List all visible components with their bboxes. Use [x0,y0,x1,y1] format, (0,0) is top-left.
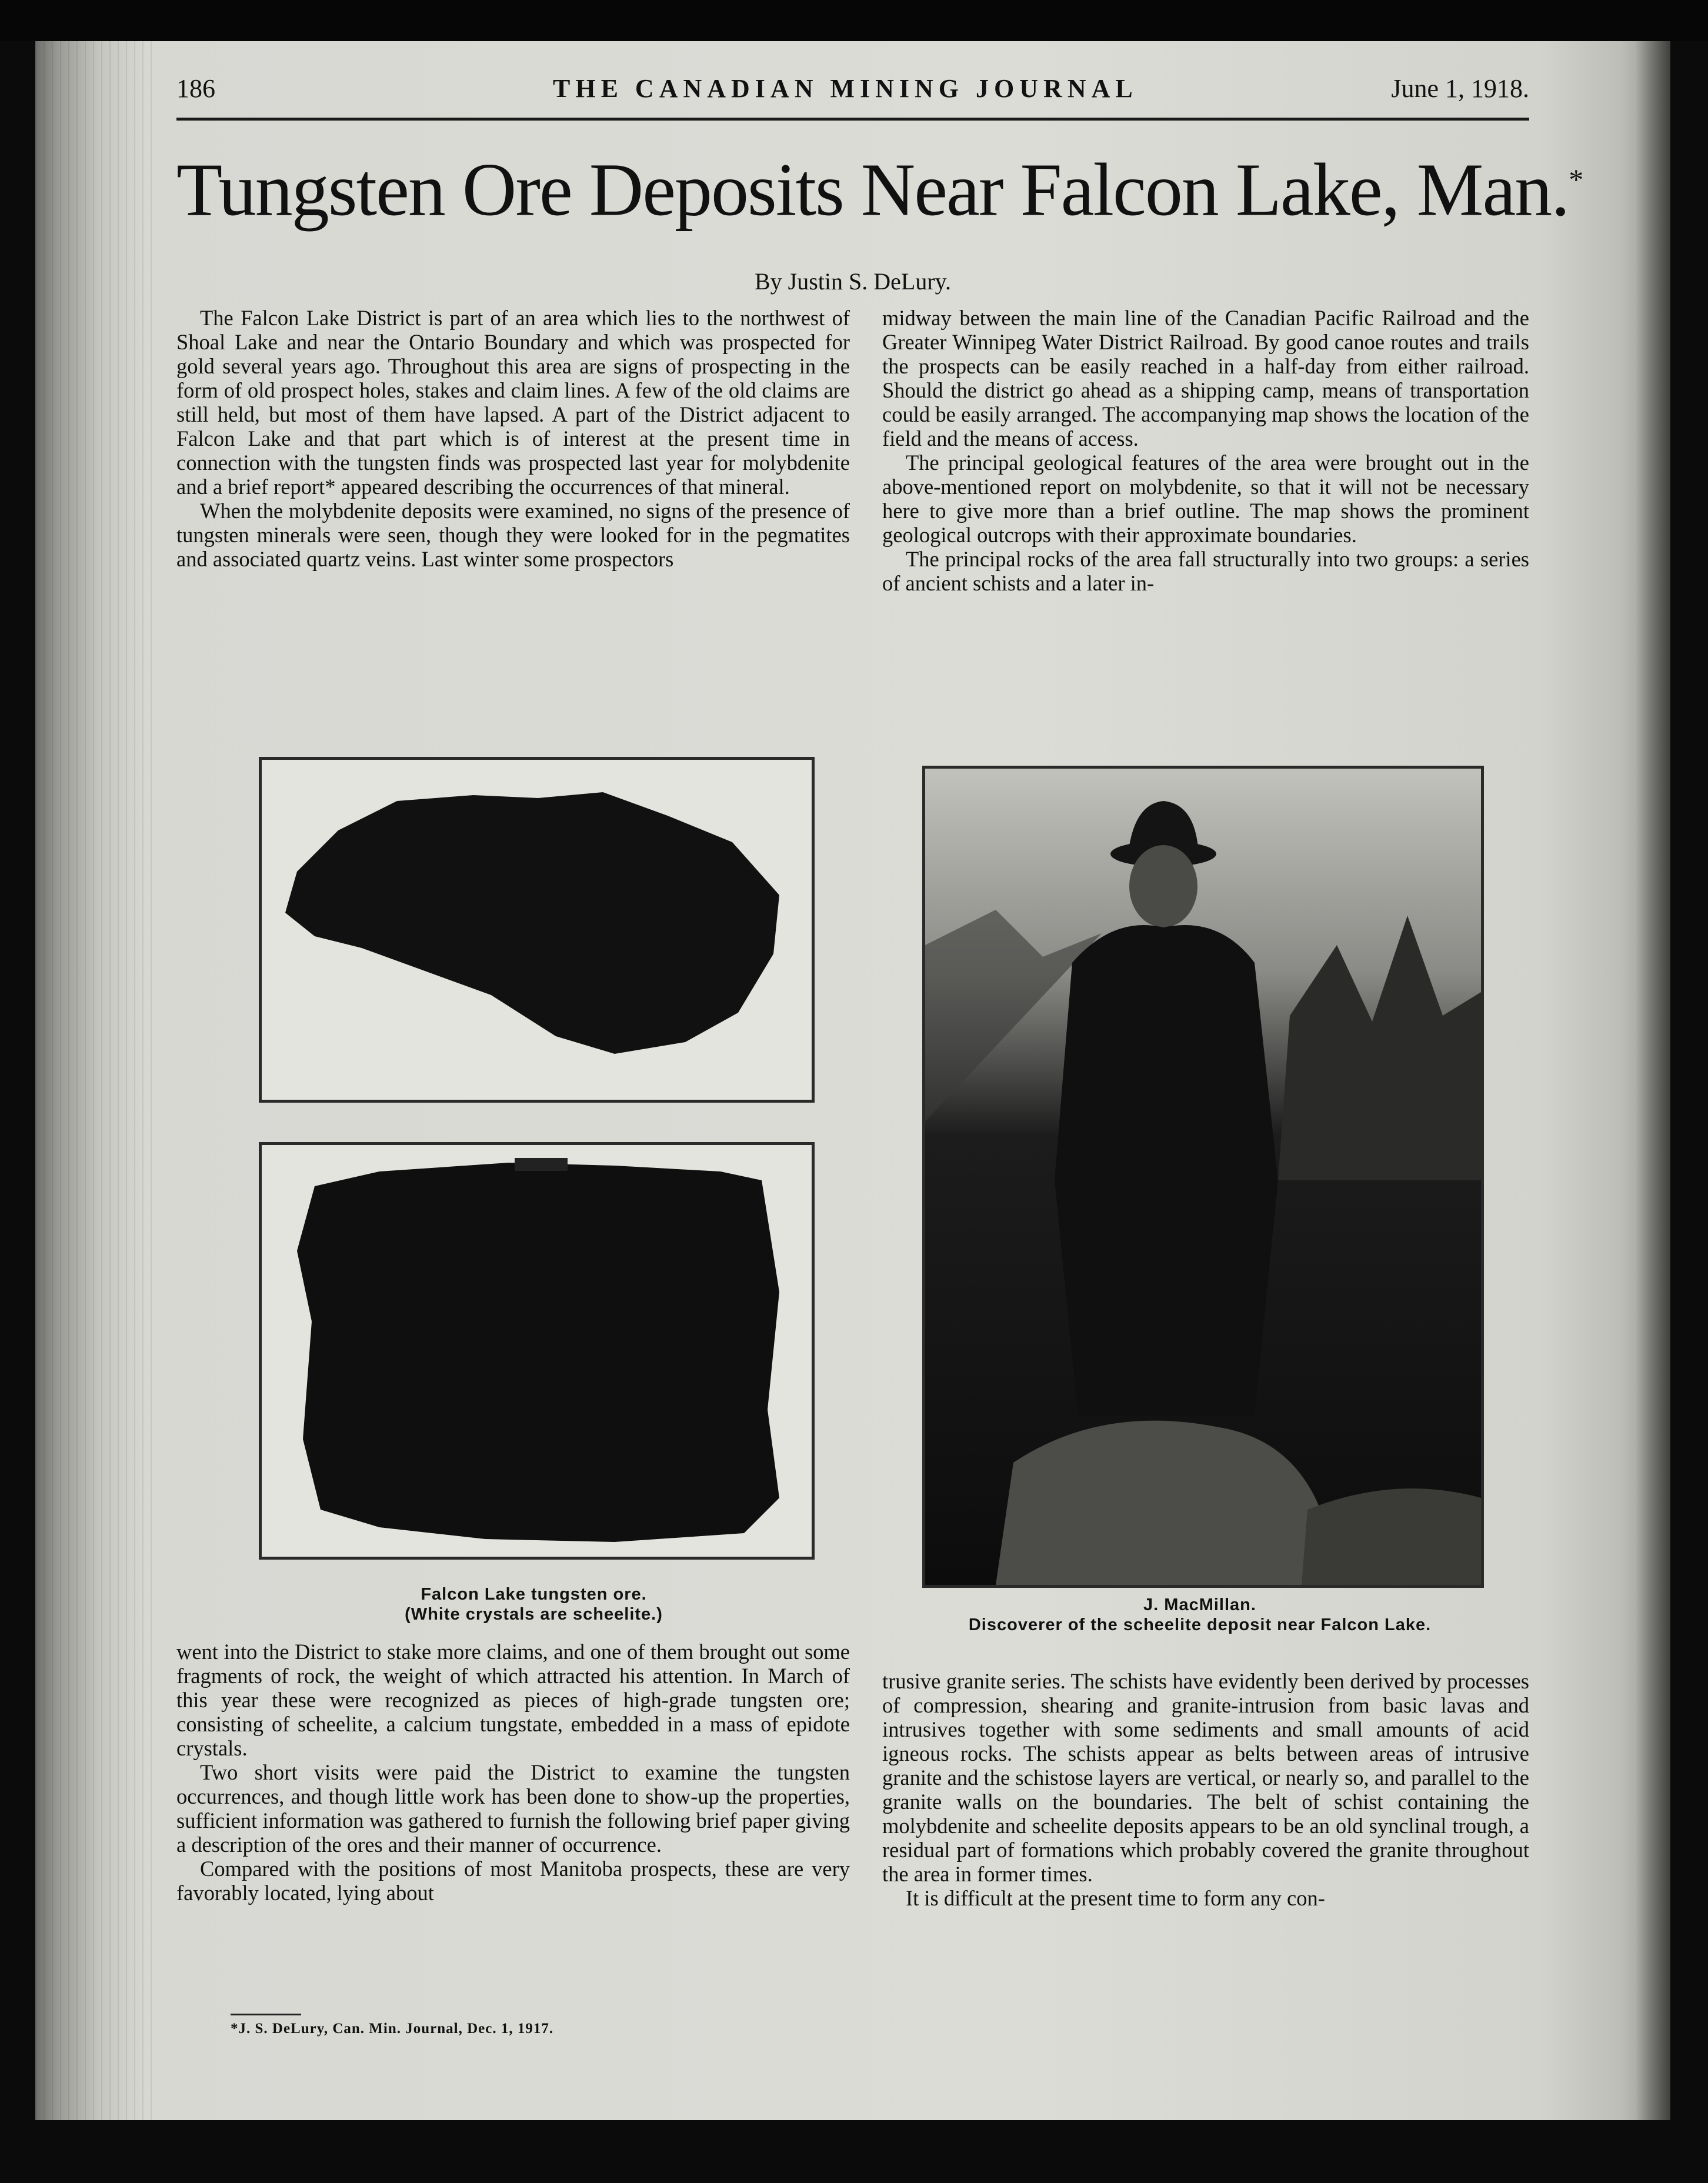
portrait-photo [922,766,1484,1588]
ore-caption-line-1: Falcon Lake tungsten ore. [421,1585,647,1604]
portrait-image [925,769,1481,1585]
left-column-top [176,306,850,571]
issue-date: June 1, 1918. [1391,74,1529,103]
paragraph: The principal rocks of the area fall structurally into two groups: a series of ancient schists and a later in- [882,547,1529,595]
ore-specimen-2 [262,1145,812,1557]
paragraph: Two short visits were paid the District to examine the tungsten occurrences, and though little work has been done to show-up the properties, sufficient information was gathered to furnish the following brief paper giving a description of the ores and their manner of occurrence. [176,1760,850,1857]
portrait-caption-line-2: Discoverer of the scheelite deposit near Falcon Lake. [968,1615,1432,1634]
paragraph: Compared with the positions of most Manitoba prospects, these are very favorably located, lying about [176,1857,850,1905]
footnote-rule [231,2014,301,2015]
paragraph: midway between the main line of the Canadian Pacific Railroad and the Greater Winnipeg Water District Railroad. By good canoe routes and trails the prospects can be easily reached in a half-day from either railroad. Should the district go ahead as a shipping camp, means of transportation could be easily arranged. The accompanying map shows the location of the field and the means of access. [882,306,1529,450]
scan-border-top [0,0,1708,41]
ore-photo-2 [259,1142,815,1560]
binding-gutter [35,41,153,2120]
right-column-bottom [882,1669,1529,1910]
byline: By Justin S. DeLury. [754,268,952,295]
paragraph: The Falcon Lake District is part of an area which lies to the northwest of Shoal Lake and near the Ontario Boundary and which was prospected for gold several years ago. Throughout this area are signs of prospecting in the form of old prospect holes, stakes and claim lines. A few of the old claims are still held, but most of them have lapsed. A part of the District adjacent to Falcon Lake and that part which is of interest at the present time in connection with the tungsten finds was prospected last year for molybdenite and a brief report* appeared describing the occurrences of that mineral. [176,306,850,499]
title-footnote-mark: * [1569,163,1583,196]
article-title-text: Tungsten Ore Deposits Near Falcon Lake, Man. [176,148,1569,232]
ore-caption-line-2: (White crystals are scheelite.) [405,1605,663,1624]
paragraph: When the molybdenite deposits were examined, no signs of the presence of tungsten minerals were seen, though they were looked for in the pegmatites and associated quartz veins. Last winter some prospectors [176,499,850,571]
paragraph: went into the District to stake more claims, and one of them brought out some fragments of rock, the weight of which attracted his attention. In March of this year these were recognized as pieces of high-grade tungsten ore; consisting of scheelite, a calcium tungstate, embedded in a mass of epidote crystals. [176,1640,850,1760]
journal-name: THE CANADIAN MINING JOURNAL [553,74,1138,103]
footnote: *J. S. DeLury, Can. Min. Journal, Dec. 1, 1917. [231,2021,554,2037]
running-header [176,74,1529,109]
paragraph: trusive granite series. The schists have evidently been derived by processes of compression, shearing and granite-intrusion from basic lavas and intrusives together with some sediments and small amounts of acid igneous rocks. The schists appear as belts between areas of intrusive granite and the schistose layers are vertical, or nearly so, and parallel to the granite walls on the boundaries. The belt of schist containing the molybdenite and scheelite deposits appears to be an old synclinal trough, a residual part of formations which probably covered the granite throughout the area in former times. [882,1669,1529,1886]
portrait-caption-line-1: J. MacMillan. [1143,1595,1256,1614]
header-rule [176,118,1529,121]
page-edge-shadow [1635,41,1670,2120]
article-title [176,135,1583,234]
ore-caption [259,1584,809,1624]
paragraph: The principal geological features of the area were brought out in the above-mentioned report on molybdenite, so that it will not be necessary here to give more than a brief outline. The map shows the prominent geological outcrops with their approximate boundaries. [882,450,1529,547]
paragraph: It is difficult at the present time to form any con- [906,1886,1325,1910]
right-column-top [882,306,1529,595]
portrait-caption [906,1595,1494,1635]
ore-specimen-1 [262,760,812,1100]
page-number: 186 [176,74,215,103]
left-column-bottom [176,1640,850,1905]
ore-photo-1 [259,757,815,1103]
